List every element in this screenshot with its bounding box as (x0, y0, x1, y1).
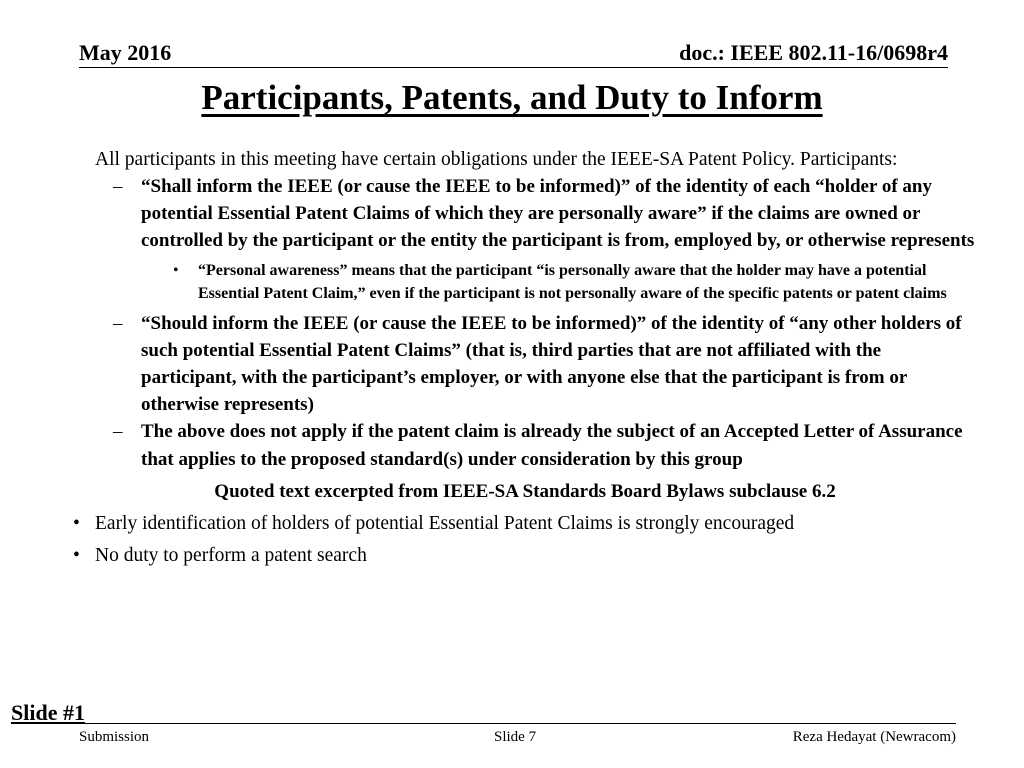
list-item-personal-awareness (95, 259, 975, 306)
list-item-should-inform (95, 310, 975, 419)
list-item-shall-inform (95, 173, 975, 255)
header-date: May 2016 (79, 40, 172, 65)
item-text: “Shall inform the IEEE (or cause the IEEE to be informed)” of the identity of each “holder of any potential Essential Patent Claims of which they are personally aware” if the claims are owned or controlled by the participant or the entity the participant is from, employed by, or otherwise represents (141, 176, 975, 252)
item-text: “Should inform the IEEE (or cause the IEEE to be informed)” of the identity of “any other holders of such potential Essential Patent Claims” (that is, third parties that are not affiliated with the participant, with the participant’s employer, or with anyone else that the participant is from or otherwise represents) (141, 312, 962, 416)
bullet-marker: • (173, 261, 179, 279)
footer-slide-number: Slide 7 (494, 729, 537, 745)
bullet-early-identification (73, 510, 975, 537)
bullet-text: Early identification of holders of potential Essential Patent Claims is strongly encouraged (95, 512, 795, 534)
footer-submission: Submission (79, 729, 150, 745)
slide-body (73, 146, 975, 569)
bullet-no-duty (73, 542, 975, 569)
header-doc-id: doc.: IEEE 802.11-16/0698r4 (679, 40, 948, 65)
item-text: “Personal awareness” means that the participant “is personally aware that the holder may have a potential Essential Patent Claim,” even if the participant is not personally aware of the specific patents or patent claims (198, 261, 947, 303)
bullet-text: No duty to perform a patent search (95, 544, 367, 566)
footer-author: Reza Hedayat (Newracom) (792, 729, 956, 745)
header-divider (79, 67, 948, 68)
dash-marker: – (113, 176, 123, 197)
slide-number-tag: Slide #1 (11, 700, 85, 725)
dash-marker: – (113, 421, 123, 443)
dash-marker: – (113, 312, 123, 334)
bullet-marker: • (73, 512, 80, 534)
quote-source: Quoted text excerpted from IEEE-SA Standards Board Bylaws subclause 6.2 (214, 480, 836, 502)
intro-text: All participants in this meeting have certain obligations under the IEEE-SA Patent Policy. Participants: (95, 149, 898, 170)
item-text: The above does not apply if the patent claim is already the subject of an Accepted Letter of Assurance that applies to the proposed standard(s) under consideration by this group (141, 421, 963, 470)
footer-divider (79, 723, 956, 724)
list-item-does-not-apply (95, 418, 975, 472)
slide-title: Participants, Patents, and Duty to Inform (201, 78, 823, 117)
bullet-marker: • (73, 544, 80, 566)
